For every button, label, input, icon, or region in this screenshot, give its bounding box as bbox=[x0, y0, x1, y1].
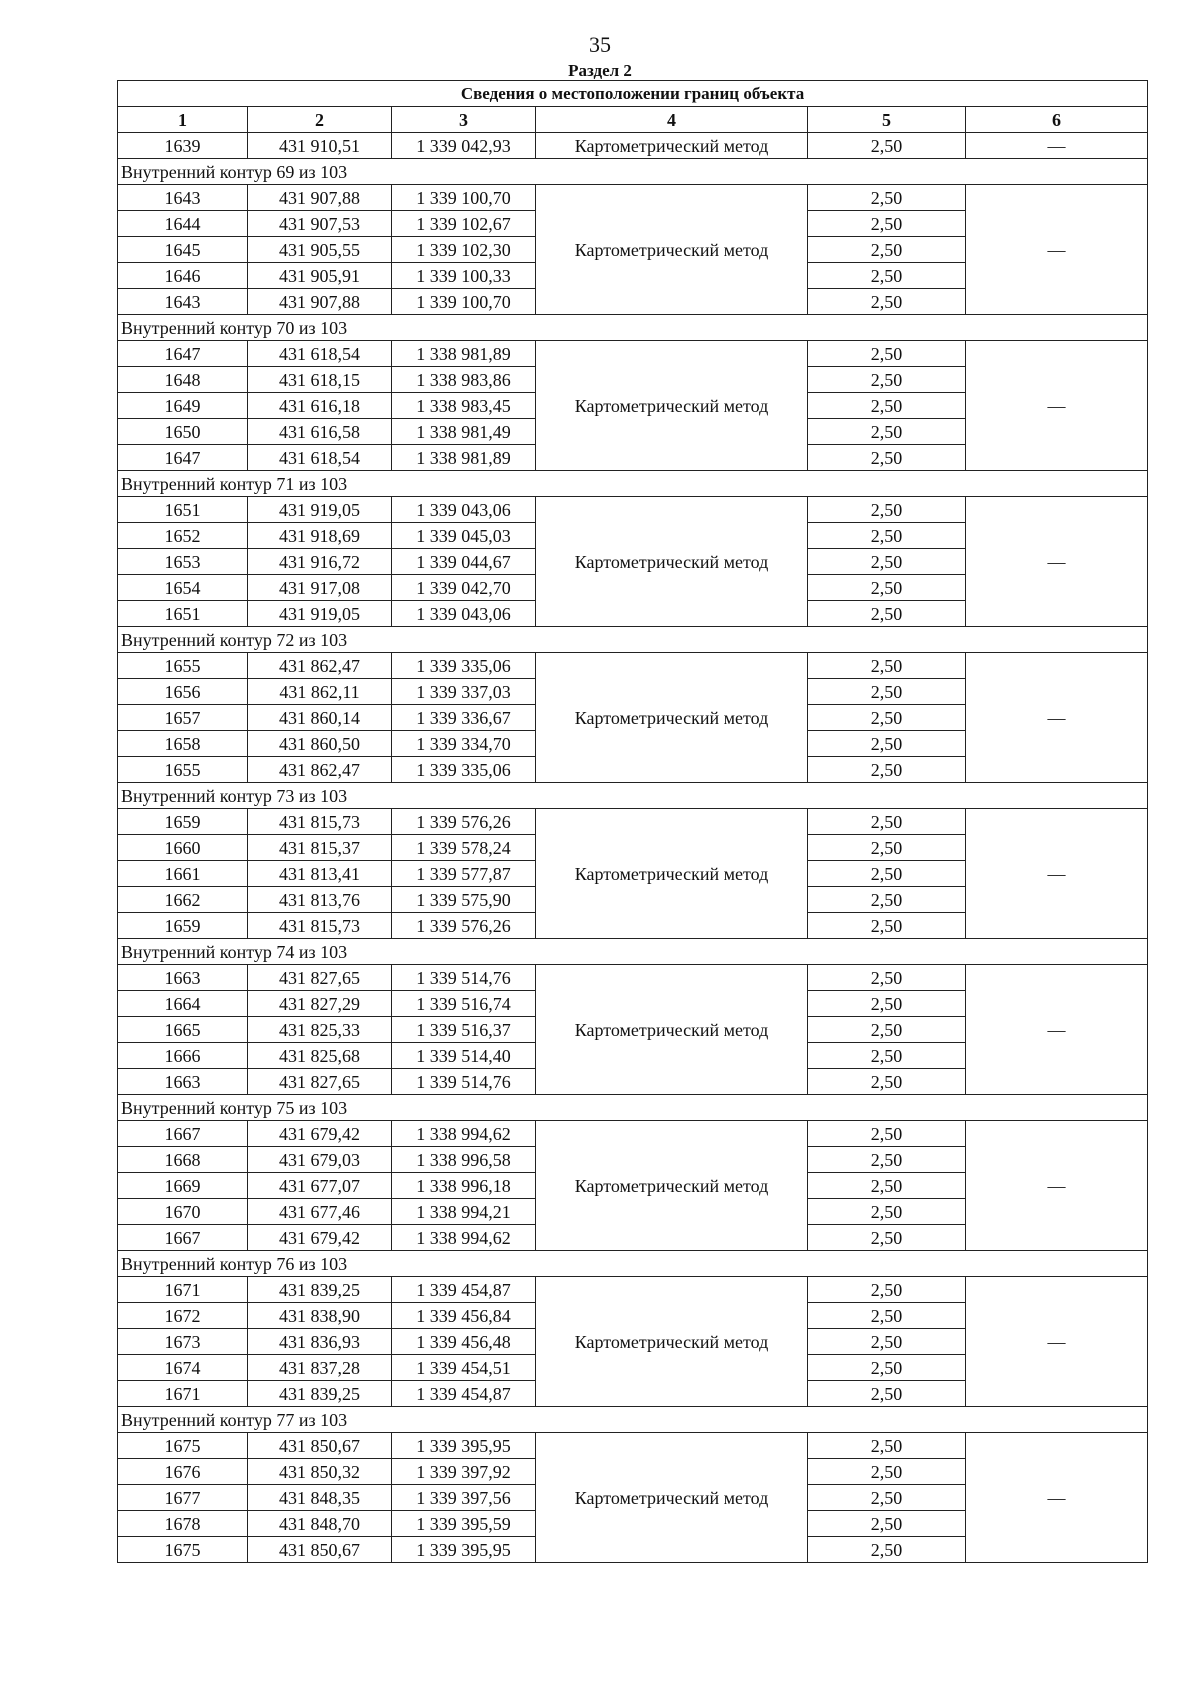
page-number: 35 bbox=[589, 32, 611, 57]
method-cell: Картометрический метод bbox=[536, 133, 808, 159]
y-coordinate-cell: 1 338 981,89 bbox=[392, 445, 536, 471]
y-coordinate-cell: 1 338 983,45 bbox=[392, 393, 536, 419]
table-row bbox=[118, 809, 1148, 835]
accuracy-cell: 2,50 bbox=[808, 237, 966, 263]
x-coordinate-cell: 431 813,41 bbox=[248, 861, 392, 887]
x-coordinate-cell: 431 836,93 bbox=[248, 1329, 392, 1355]
y-coordinate-cell: 1 338 994,62 bbox=[392, 1225, 536, 1251]
accuracy-cell: 2,50 bbox=[808, 705, 966, 731]
point-number-cell: 1673 bbox=[118, 1329, 248, 1355]
accuracy-cell: 2,50 bbox=[808, 731, 966, 757]
x-coordinate-cell: 431 862,47 bbox=[248, 653, 392, 679]
accuracy-cell: 2,50 bbox=[808, 1381, 966, 1407]
y-coordinate-cell: 1 339 336,67 bbox=[392, 705, 536, 731]
x-coordinate-cell: 431 815,37 bbox=[248, 835, 392, 861]
point-number-cell: 1667 bbox=[118, 1121, 248, 1147]
table-row bbox=[118, 341, 1148, 367]
accuracy-cell: 2,50 bbox=[808, 185, 966, 211]
accuracy-cell: 2,50 bbox=[808, 809, 966, 835]
y-coordinate-cell: 1 339 516,74 bbox=[392, 991, 536, 1017]
method-cell: Картометрический метод bbox=[536, 809, 808, 939]
y-coordinate-cell: 1 339 335,06 bbox=[392, 757, 536, 783]
contour-label: Внутренний контур 71 из 103 bbox=[118, 471, 1148, 497]
y-coordinate-cell: 1 339 514,76 bbox=[392, 965, 536, 991]
y-coordinate-cell: 1 339 334,70 bbox=[392, 731, 536, 757]
accuracy-cell: 2,50 bbox=[808, 835, 966, 861]
point-number-cell: 1657 bbox=[118, 705, 248, 731]
accuracy-cell: 2,50 bbox=[808, 861, 966, 887]
point-number-cell: 1651 bbox=[118, 497, 248, 523]
contour-header-row bbox=[118, 1095, 1148, 1121]
point-number-cell: 1648 bbox=[118, 367, 248, 393]
point-number-cell: 1662 bbox=[118, 887, 248, 913]
accuracy-cell: 2,50 bbox=[808, 1017, 966, 1043]
x-coordinate-cell: 431 825,68 bbox=[248, 1043, 392, 1069]
contour-label: Внутренний контур 73 из 103 bbox=[118, 783, 1148, 809]
contour-label: Внутренний контур 75 из 103 bbox=[118, 1095, 1148, 1121]
point-number-cell: 1661 bbox=[118, 861, 248, 887]
x-coordinate-cell: 431 862,11 bbox=[248, 679, 392, 705]
point-number-cell: 1668 bbox=[118, 1147, 248, 1173]
accuracy-cell: 2,50 bbox=[808, 1069, 966, 1095]
contour-header-row bbox=[118, 315, 1148, 341]
accuracy-cell: 2,50 bbox=[808, 757, 966, 783]
y-coordinate-cell: 1 339 397,56 bbox=[392, 1485, 536, 1511]
accuracy-cell: 2,50 bbox=[808, 887, 966, 913]
method-cell: Картометрический метод bbox=[536, 341, 808, 471]
x-coordinate-cell: 431 618,15 bbox=[248, 367, 392, 393]
contour-header-row bbox=[118, 939, 1148, 965]
y-coordinate-cell: 1 338 981,89 bbox=[392, 341, 536, 367]
point-number-cell: 1647 bbox=[118, 341, 248, 367]
contour-header-row bbox=[118, 1251, 1148, 1277]
table-row bbox=[118, 653, 1148, 679]
y-coordinate-cell: 1 339 395,95 bbox=[392, 1433, 536, 1459]
accuracy-cell: 2,50 bbox=[808, 1459, 966, 1485]
y-coordinate-cell: 1 339 577,87 bbox=[392, 861, 536, 887]
contour-label: Внутренний контур 72 из 103 bbox=[118, 627, 1148, 653]
point-number-cell: 1650 bbox=[118, 419, 248, 445]
point-number-cell: 1676 bbox=[118, 1459, 248, 1485]
x-coordinate-cell: 431 827,65 bbox=[248, 1069, 392, 1095]
y-coordinate-cell: 1 339 397,92 bbox=[392, 1459, 536, 1485]
x-coordinate-cell: 431 860,14 bbox=[248, 705, 392, 731]
point-number-cell: 1664 bbox=[118, 991, 248, 1017]
x-coordinate-cell: 431 677,07 bbox=[248, 1173, 392, 1199]
note-cell: — bbox=[966, 1433, 1148, 1563]
accuracy-cell: 2,50 bbox=[808, 445, 966, 471]
table-row bbox=[118, 185, 1148, 211]
x-coordinate-cell: 431 837,28 bbox=[248, 1355, 392, 1381]
y-coordinate-cell: 1 338 994,21 bbox=[392, 1199, 536, 1225]
x-coordinate-cell: 431 905,55 bbox=[248, 237, 392, 263]
x-coordinate-cell: 431 862,47 bbox=[248, 757, 392, 783]
accuracy-cell: 2,50 bbox=[808, 1433, 966, 1459]
x-coordinate-cell: 431 618,54 bbox=[248, 445, 392, 471]
y-coordinate-cell: 1 339 044,67 bbox=[392, 549, 536, 575]
x-coordinate-cell: 431 907,53 bbox=[248, 211, 392, 237]
accuracy-cell: 2,50 bbox=[808, 1173, 966, 1199]
point-number-cell: 1655 bbox=[118, 757, 248, 783]
x-coordinate-cell: 431 860,50 bbox=[248, 731, 392, 757]
point-number-cell: 1649 bbox=[118, 393, 248, 419]
contour-label: Внутренний контур 69 из 103 bbox=[118, 159, 1148, 185]
point-number-cell: 1670 bbox=[118, 1199, 248, 1225]
section-title: Раздел 2 bbox=[568, 61, 632, 80]
accuracy-cell: 2,50 bbox=[808, 289, 966, 315]
column-header: 4 bbox=[536, 107, 808, 133]
x-coordinate-cell: 431 838,90 bbox=[248, 1303, 392, 1329]
x-coordinate-cell: 431 839,25 bbox=[248, 1277, 392, 1303]
point-number-cell: 1659 bbox=[118, 913, 248, 939]
x-coordinate-cell: 431 848,35 bbox=[248, 1485, 392, 1511]
note-cell: — bbox=[966, 653, 1148, 783]
x-coordinate-cell: 431 839,25 bbox=[248, 1381, 392, 1407]
note-cell: — bbox=[966, 1121, 1148, 1251]
point-number-cell: 1669 bbox=[118, 1173, 248, 1199]
point-number-cell: 1678 bbox=[118, 1511, 248, 1537]
point-number-cell: 1645 bbox=[118, 237, 248, 263]
accuracy-cell: 2,50 bbox=[808, 913, 966, 939]
x-coordinate-cell: 431 827,65 bbox=[248, 965, 392, 991]
contour-label: Внутренний контур 70 из 103 bbox=[118, 315, 1148, 341]
accuracy-cell: 2,50 bbox=[808, 1511, 966, 1537]
point-number-cell: 1665 bbox=[118, 1017, 248, 1043]
point-number-cell: 1659 bbox=[118, 809, 248, 835]
x-coordinate-cell: 431 919,05 bbox=[248, 497, 392, 523]
x-coordinate-cell: 431 827,29 bbox=[248, 991, 392, 1017]
x-coordinate-cell: 431 679,42 bbox=[248, 1121, 392, 1147]
x-coordinate-cell: 431 677,46 bbox=[248, 1199, 392, 1225]
accuracy-cell: 2,50 bbox=[808, 1043, 966, 1069]
point-number-cell: 1655 bbox=[118, 653, 248, 679]
x-coordinate-cell: 431 907,88 bbox=[248, 289, 392, 315]
table-row bbox=[118, 497, 1148, 523]
y-coordinate-cell: 1 339 514,40 bbox=[392, 1043, 536, 1069]
y-coordinate-cell: 1 339 578,24 bbox=[392, 835, 536, 861]
point-number-cell: 1639 bbox=[118, 133, 248, 159]
boundary-table bbox=[117, 80, 1148, 1563]
y-coordinate-cell: 1 339 102,67 bbox=[392, 211, 536, 237]
contour-header-row bbox=[118, 1407, 1148, 1433]
table-row bbox=[118, 1277, 1148, 1303]
method-cell: Картометрический метод bbox=[536, 1121, 808, 1251]
y-coordinate-cell: 1 338 996,58 bbox=[392, 1147, 536, 1173]
y-coordinate-cell: 1 339 100,33 bbox=[392, 263, 536, 289]
point-number-cell: 1667 bbox=[118, 1225, 248, 1251]
accuracy-cell: 2,50 bbox=[808, 211, 966, 237]
x-coordinate-cell: 431 815,73 bbox=[248, 913, 392, 939]
point-number-cell: 1675 bbox=[118, 1537, 248, 1563]
y-coordinate-cell: 1 338 996,18 bbox=[392, 1173, 536, 1199]
y-coordinate-cell: 1 339 454,87 bbox=[392, 1277, 536, 1303]
y-coordinate-cell: 1 339 456,84 bbox=[392, 1303, 536, 1329]
y-coordinate-cell: 1 339 395,59 bbox=[392, 1511, 536, 1537]
contour-header-row bbox=[118, 471, 1148, 497]
method-cell: Картометрический метод bbox=[536, 965, 808, 1095]
y-coordinate-cell: 1 339 043,06 bbox=[392, 497, 536, 523]
x-coordinate-cell: 431 850,32 bbox=[248, 1459, 392, 1485]
x-coordinate-cell: 431 813,76 bbox=[248, 887, 392, 913]
contour-header-row bbox=[118, 159, 1148, 185]
y-coordinate-cell: 1 339 100,70 bbox=[392, 185, 536, 211]
x-coordinate-cell: 431 916,72 bbox=[248, 549, 392, 575]
method-cell: Картометрический метод bbox=[536, 185, 808, 315]
accuracy-cell: 2,50 bbox=[808, 1303, 966, 1329]
y-coordinate-cell: 1 338 983,86 bbox=[392, 367, 536, 393]
x-coordinate-cell: 431 907,88 bbox=[248, 185, 392, 211]
accuracy-cell: 2,50 bbox=[808, 341, 966, 367]
x-coordinate-cell: 431 910,51 bbox=[248, 133, 392, 159]
x-coordinate-cell: 431 917,08 bbox=[248, 575, 392, 601]
accuracy-cell: 2,50 bbox=[808, 965, 966, 991]
point-number-cell: 1677 bbox=[118, 1485, 248, 1511]
column-header-row bbox=[118, 107, 1148, 133]
table-row bbox=[118, 1121, 1148, 1147]
accuracy-cell: 2,50 bbox=[808, 1121, 966, 1147]
accuracy-cell: 2,50 bbox=[808, 419, 966, 445]
accuracy-cell: 2,50 bbox=[808, 1199, 966, 1225]
x-coordinate-cell: 431 850,67 bbox=[248, 1433, 392, 1459]
column-header: 3 bbox=[392, 107, 536, 133]
y-coordinate-cell: 1 339 454,87 bbox=[392, 1381, 536, 1407]
note-cell: — bbox=[966, 133, 1148, 159]
contour-label: Внутренний контур 76 из 103 bbox=[118, 1251, 1148, 1277]
table-title-row bbox=[118, 81, 1148, 107]
note-cell: — bbox=[966, 497, 1148, 627]
accuracy-cell: 2,50 bbox=[808, 549, 966, 575]
point-number-cell: 1674 bbox=[118, 1355, 248, 1381]
accuracy-cell: 2,50 bbox=[808, 1329, 966, 1355]
y-coordinate-cell: 1 339 100,70 bbox=[392, 289, 536, 315]
point-number-cell: 1647 bbox=[118, 445, 248, 471]
column-header: 6 bbox=[966, 107, 1148, 133]
column-header: 5 bbox=[808, 107, 966, 133]
y-coordinate-cell: 1 339 575,90 bbox=[392, 887, 536, 913]
contour-header-row bbox=[118, 627, 1148, 653]
accuracy-cell: 2,50 bbox=[808, 575, 966, 601]
y-coordinate-cell: 1 339 045,03 bbox=[392, 523, 536, 549]
point-number-cell: 1663 bbox=[118, 965, 248, 991]
point-number-cell: 1675 bbox=[118, 1433, 248, 1459]
y-coordinate-cell: 1 339 042,93 bbox=[392, 133, 536, 159]
accuracy-cell: 2,50 bbox=[808, 263, 966, 289]
y-coordinate-cell: 1 339 576,26 bbox=[392, 809, 536, 835]
point-number-cell: 1656 bbox=[118, 679, 248, 705]
x-coordinate-cell: 431 918,69 bbox=[248, 523, 392, 549]
note-cell: — bbox=[966, 965, 1148, 1095]
note-cell: — bbox=[966, 341, 1148, 471]
contour-label: Внутренний контур 77 из 103 bbox=[118, 1407, 1148, 1433]
table-body bbox=[118, 81, 1148, 1563]
note-cell: — bbox=[966, 809, 1148, 939]
x-coordinate-cell: 431 825,33 bbox=[248, 1017, 392, 1043]
point-number-cell: 1651 bbox=[118, 601, 248, 627]
accuracy-cell: 2,50 bbox=[808, 1355, 966, 1381]
point-number-cell: 1671 bbox=[118, 1381, 248, 1407]
x-coordinate-cell: 431 616,58 bbox=[248, 419, 392, 445]
note-cell: — bbox=[966, 1277, 1148, 1407]
point-number-cell: 1653 bbox=[118, 549, 248, 575]
x-coordinate-cell: 431 905,91 bbox=[248, 263, 392, 289]
accuracy-cell: 2,50 bbox=[808, 367, 966, 393]
point-number-cell: 1646 bbox=[118, 263, 248, 289]
x-coordinate-cell: 431 919,05 bbox=[248, 601, 392, 627]
point-number-cell: 1672 bbox=[118, 1303, 248, 1329]
y-coordinate-cell: 1 339 456,48 bbox=[392, 1329, 536, 1355]
accuracy-cell: 2,50 bbox=[808, 497, 966, 523]
accuracy-cell: 2,50 bbox=[808, 133, 966, 159]
point-number-cell: 1643 bbox=[118, 289, 248, 315]
accuracy-cell: 2,50 bbox=[808, 1537, 966, 1563]
accuracy-cell: 2,50 bbox=[808, 679, 966, 705]
accuracy-cell: 2,50 bbox=[808, 523, 966, 549]
y-coordinate-cell: 1 339 395,95 bbox=[392, 1537, 536, 1563]
column-header: 1 bbox=[118, 107, 248, 133]
contour-label: Внутренний контур 74 из 103 bbox=[118, 939, 1148, 965]
point-number-cell: 1660 bbox=[118, 835, 248, 861]
y-coordinate-cell: 1 338 981,49 bbox=[392, 419, 536, 445]
table-row bbox=[118, 1433, 1148, 1459]
point-number-cell: 1654 bbox=[118, 575, 248, 601]
x-coordinate-cell: 431 616,18 bbox=[248, 393, 392, 419]
y-coordinate-cell: 1 339 454,51 bbox=[392, 1355, 536, 1381]
y-coordinate-cell: 1 339 516,37 bbox=[392, 1017, 536, 1043]
x-coordinate-cell: 431 815,73 bbox=[248, 809, 392, 835]
point-number-cell: 1671 bbox=[118, 1277, 248, 1303]
column-header: 2 bbox=[248, 107, 392, 133]
y-coordinate-cell: 1 339 102,30 bbox=[392, 237, 536, 263]
accuracy-cell: 2,50 bbox=[808, 991, 966, 1017]
x-coordinate-cell: 431 850,67 bbox=[248, 1537, 392, 1563]
x-coordinate-cell: 431 848,70 bbox=[248, 1511, 392, 1537]
table-row bbox=[118, 965, 1148, 991]
method-cell: Картометрический метод bbox=[536, 1277, 808, 1407]
table-title: Сведения о местоположении границ объекта bbox=[118, 81, 1148, 107]
point-number-cell: 1663 bbox=[118, 1069, 248, 1095]
point-number-cell: 1644 bbox=[118, 211, 248, 237]
y-coordinate-cell: 1 339 576,26 bbox=[392, 913, 536, 939]
accuracy-cell: 2,50 bbox=[808, 601, 966, 627]
accuracy-cell: 2,50 bbox=[808, 1225, 966, 1251]
method-cell: Картометрический метод bbox=[536, 653, 808, 783]
x-coordinate-cell: 431 618,54 bbox=[248, 341, 392, 367]
accuracy-cell: 2,50 bbox=[808, 393, 966, 419]
y-coordinate-cell: 1 338 994,62 bbox=[392, 1121, 536, 1147]
contour-header-row bbox=[118, 783, 1148, 809]
point-number-cell: 1658 bbox=[118, 731, 248, 757]
accuracy-cell: 2,50 bbox=[808, 653, 966, 679]
y-coordinate-cell: 1 339 335,06 bbox=[392, 653, 536, 679]
point-number-cell: 1643 bbox=[118, 185, 248, 211]
x-coordinate-cell: 431 679,03 bbox=[248, 1147, 392, 1173]
accuracy-cell: 2,50 bbox=[808, 1277, 966, 1303]
x-coordinate-cell: 431 679,42 bbox=[248, 1225, 392, 1251]
accuracy-cell: 2,50 bbox=[808, 1147, 966, 1173]
point-number-cell: 1652 bbox=[118, 523, 248, 549]
note-cell: — bbox=[966, 185, 1148, 315]
y-coordinate-cell: 1 339 514,76 bbox=[392, 1069, 536, 1095]
accuracy-cell: 2,50 bbox=[808, 1485, 966, 1511]
y-coordinate-cell: 1 339 043,06 bbox=[392, 601, 536, 627]
y-coordinate-cell: 1 339 337,03 bbox=[392, 679, 536, 705]
y-coordinate-cell: 1 339 042,70 bbox=[392, 575, 536, 601]
method-cell: Картометрический метод bbox=[536, 497, 808, 627]
method-cell: Картометрический метод bbox=[536, 1433, 808, 1563]
point-number-cell: 1666 bbox=[118, 1043, 248, 1069]
table-row bbox=[118, 133, 1148, 159]
